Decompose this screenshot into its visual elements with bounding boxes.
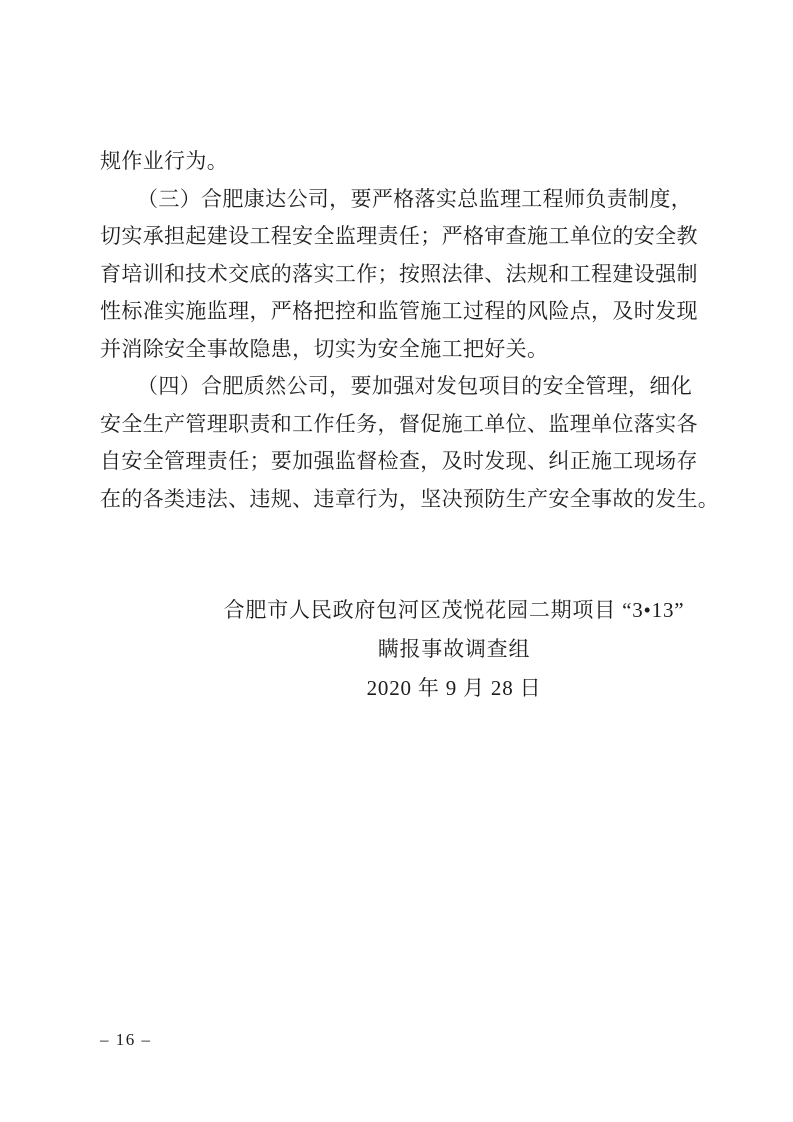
body-text — [100, 143, 720, 518]
body-line-5: 性标准实施监理，严格把控和监管施工过程的风险点，及时发现 — [100, 299, 698, 323]
signature-date: 2020 年 9 月 28 日 — [366, 676, 542, 700]
body-line-3: 切实承担起建设工程安全监理责任；严格审查施工单位的安全教 — [100, 224, 698, 248]
body-line-2: （三）合肥康达公司，要严格落实总监理工程师负责制度， — [137, 186, 693, 211]
body-line-6: 并消除安全事故隐患，切实为安全施工把好关。 — [100, 336, 549, 361]
body-line-4: 育培训和技术交底的落实工作；按照法律、法规和工程建设强制 — [100, 261, 698, 286]
body-line-8: 安全生产管理职责和工作任务，督促施工单位、监理单位落实各 — [100, 411, 698, 436]
body-line-7: （四）合肥质然公司，要加强对发包项目的安全管理，细化 — [137, 374, 693, 398]
page-number: – 16 – — [100, 1030, 152, 1049]
signature-org-line-1: 合肥市人民政府包河区茂悦花园二期项目 “3•13” — [223, 598, 685, 622]
body-line-9: 自安全管理责任；要加强监督检查，及时发现、纠正施工现场存 — [100, 449, 698, 473]
signature-org-line-2: 瞒报事故调查组 — [377, 637, 531, 661]
body-line-1: 规作业行为。 — [100, 149, 229, 173]
signature-block — [196, 591, 712, 708]
body-line-10: 在的各类违法、违规、违章行为，坚决预防生产安全事故的发生。 — [100, 486, 720, 511]
